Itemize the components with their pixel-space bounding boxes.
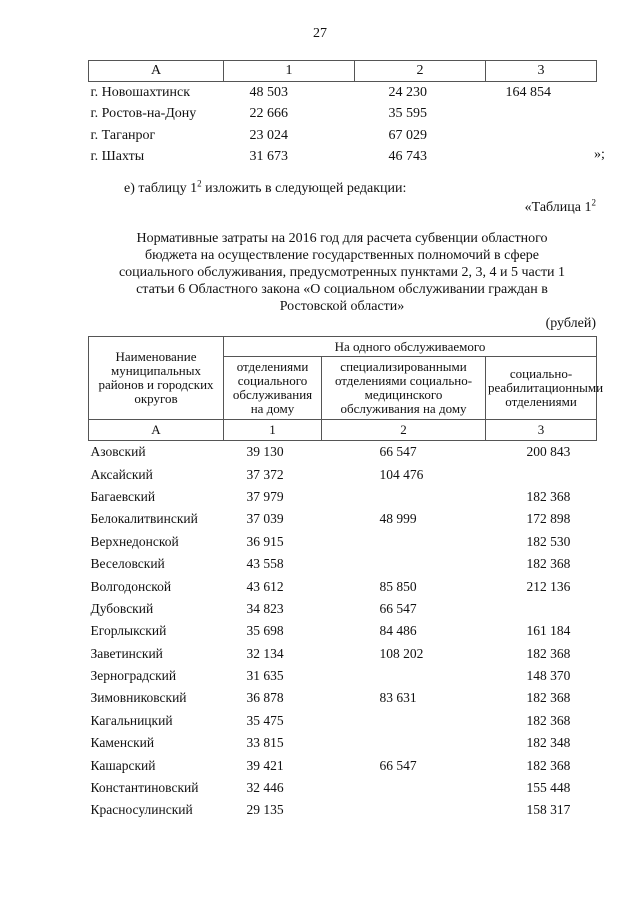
- table-row: [89, 82, 597, 104]
- cell-col-3: 172 898: [526, 511, 571, 527]
- municipality-name: Константиновский: [90, 780, 199, 796]
- cell-col-2: 66 547: [379, 600, 417, 616]
- cell-col-3: 182 368: [526, 645, 571, 661]
- header-col-1: 1: [224, 61, 355, 82]
- table-row: [89, 799, 597, 821]
- cell-col-1: 37 372: [246, 466, 284, 482]
- cell-col-2: [322, 553, 486, 575]
- index-col-1: 1: [224, 420, 322, 441]
- table-reference: «Таблица $1^2$: [524, 197, 596, 215]
- cell-col-3: [486, 104, 597, 126]
- cell-col-2: 108 202: [379, 645, 424, 661]
- cell-col-2: [322, 777, 486, 799]
- table-row: [89, 441, 597, 464]
- cell-col-3: 182 368: [526, 556, 571, 572]
- cell-col-1: 37 979: [246, 488, 284, 504]
- title-line: Нормативные затраты на 2016 год для расчета субвенции областного: [136, 231, 548, 246]
- cell-col-3: [486, 598, 597, 620]
- cell-col-3: 155 448: [526, 780, 571, 796]
- cell-col-3: 200 843: [526, 444, 571, 460]
- municipality-name: г. Новошахтинск: [90, 84, 191, 100]
- cell-col-2: 84 486: [379, 623, 417, 639]
- cell-col-2: 67 029: [388, 127, 427, 143]
- main-table-index-row: [89, 420, 597, 441]
- index-col-3: 3: [486, 420, 597, 441]
- table-row: [89, 598, 597, 620]
- closing-quote: »;: [594, 147, 605, 162]
- cell-col-3: 212 136: [526, 578, 571, 594]
- cell-col-1: 43 558: [246, 556, 284, 572]
- cell-col-2: 104 476: [379, 466, 424, 482]
- cell-col-2: 24 230: [388, 84, 427, 100]
- continued-table-header: [89, 61, 597, 82]
- cell-col-3: 182 368: [526, 690, 571, 706]
- title-line: статьи 6 Областного закона «О социальном обслуживании граждан в: [136, 282, 548, 297]
- municipality-name: Багаевский: [90, 488, 156, 504]
- cell-col-2: 35 595: [388, 106, 427, 122]
- cell-col-1: 35 698: [246, 623, 284, 639]
- index-col-2: 2: [322, 420, 486, 441]
- municipality-name: Веселовский: [90, 556, 165, 572]
- table-row: [89, 104, 597, 126]
- table-row: [89, 687, 597, 709]
- cell-col-2: 46 743: [388, 149, 427, 165]
- municipality-name: Заветинский: [90, 645, 163, 661]
- cell-col-3: 182 530: [526, 533, 571, 549]
- municipality-name: Зимовниковский: [90, 690, 187, 706]
- cell-col-3: 182 348: [526, 735, 571, 751]
- cell-col-1: 29 135: [246, 802, 284, 818]
- cell-col-1: 34 823: [246, 600, 284, 616]
- header-municipality: Наименование муниципальных районов и городских округов: [89, 337, 224, 420]
- cell-col-1: 32 134: [246, 645, 284, 661]
- cell-col-2: [322, 799, 486, 821]
- main-table-header-row: [89, 337, 597, 357]
- municipality-name: Красносулинский: [90, 802, 193, 818]
- index-col-a: А: [89, 420, 224, 441]
- cell-col-3: 182 368: [526, 488, 571, 504]
- cell-col-1: 39 421: [246, 757, 284, 773]
- municipality-name: г. Ростов-на-Дону: [90, 106, 197, 122]
- table-row: [89, 125, 597, 147]
- main-table: [88, 336, 604, 822]
- table-row: [89, 620, 597, 642]
- table-row: [89, 710, 597, 732]
- municipality-name: г. Таганрог: [90, 127, 156, 143]
- unit-label: (рублей): [545, 316, 596, 331]
- municipality-name: Зерноградский: [90, 668, 177, 684]
- cell-col-1: 43 612: [246, 578, 284, 594]
- cell-col-1: 35 475: [246, 712, 284, 728]
- table-row: [89, 508, 597, 530]
- header-home-service: отделениями социального обслуживания на дому: [224, 357, 322, 420]
- table-title: [88, 230, 596, 315]
- header-rehabilitation: социально-реабилитационными отделениями: [486, 357, 597, 420]
- cell-col-1: 39 130: [246, 444, 284, 460]
- cell-col-2: [322, 486, 486, 508]
- municipality-name: Азовский: [90, 444, 146, 460]
- table-row: [89, 486, 597, 508]
- municipality-name: Егорлыкский: [90, 623, 167, 639]
- header-per-person: На одного обслуживаемого: [224, 337, 597, 357]
- table-row: [89, 553, 597, 575]
- cell-col-1: 36 878: [246, 690, 284, 706]
- table-row: [89, 732, 597, 754]
- cell-col-2: 66 547: [379, 444, 417, 460]
- page-number: 27: [313, 26, 327, 41]
- title-line: социального обслуживания, предусмотренных пунктами 2, 3, 4 и 5 части 1: [118, 265, 566, 280]
- header-col-2: 2: [355, 61, 486, 82]
- header-col-3: 3: [486, 61, 597, 82]
- cell-col-2: [322, 665, 486, 687]
- cell-col-3: 158 317: [526, 802, 571, 818]
- cell-col-1: 31 673: [249, 149, 288, 165]
- title-line: бюджета на осуществление государственных полномочий в сфере: [144, 248, 539, 263]
- municipality-name: Кагальницкий: [90, 712, 173, 728]
- cell-col-3: [486, 125, 597, 147]
- cell-col-1: 48 503: [249, 84, 288, 100]
- cell-col-3: 182 368: [526, 757, 571, 773]
- title-line: Ростовской области»: [279, 299, 405, 314]
- cell-col-2: 83 631: [379, 690, 417, 706]
- cell-col-1: 32 446: [246, 780, 284, 796]
- cell-col-3: 164 854: [505, 84, 551, 100]
- cell-col-2: 48 999: [379, 511, 417, 527]
- cell-col-1: 37 039: [246, 511, 284, 527]
- cell-col-1: 22 666: [249, 106, 288, 122]
- municipality-name: Верхнедонской: [90, 533, 179, 549]
- cell-col-3: 161 184: [526, 623, 571, 639]
- cell-col-2: 85 850: [379, 578, 417, 594]
- amendment-instruction: е) таблицу $1^2$ изложить в следующей редакции:: [124, 178, 407, 196]
- header-medical-service: специализированными отделениями социально-медицинского обслуживания на дому: [322, 357, 486, 420]
- cell-col-2: [322, 732, 486, 754]
- table-row: [89, 575, 597, 597]
- table-row: [89, 463, 597, 485]
- table-row: [89, 777, 597, 799]
- cell-col-1: 31 635: [246, 668, 284, 684]
- continued-table: [88, 60, 597, 168]
- municipality-name: Кашарский: [90, 757, 156, 773]
- table-row: [89, 643, 597, 665]
- municipality-name: Волгодонской: [90, 578, 172, 594]
- cell-col-1: 23 024: [249, 127, 288, 143]
- table-row: [89, 754, 597, 776]
- cell-col-3: 148 370: [526, 668, 571, 684]
- cell-col-1: 33 815: [246, 735, 284, 751]
- cell-col-3: [486, 147, 597, 169]
- cell-col-2: [322, 710, 486, 732]
- cell-col-1: 36 915: [246, 533, 284, 549]
- municipality-name: Белокалитвинский: [90, 511, 198, 527]
- municipality-name: Аксайский: [90, 466, 153, 482]
- table-row: [89, 147, 597, 169]
- cell-col-2: [322, 531, 486, 553]
- municipality-name: г. Шахты: [90, 149, 145, 165]
- cell-col-3: 182 368: [526, 712, 571, 728]
- table-row: [89, 665, 597, 687]
- municipality-name: Каменский: [90, 735, 155, 751]
- cell-col-2: 66 547: [379, 757, 417, 773]
- header-col-a: А: [89, 61, 224, 82]
- municipality-name: Дубовский: [90, 600, 154, 616]
- table-row: [89, 531, 597, 553]
- cell-col-3: [486, 463, 597, 485]
